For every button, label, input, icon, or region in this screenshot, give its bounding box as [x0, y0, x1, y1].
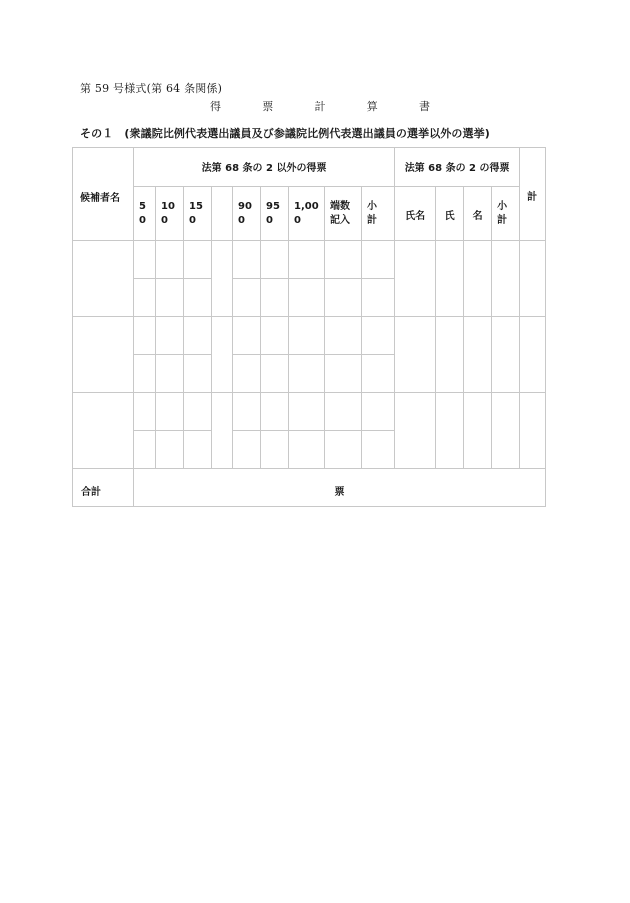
denom-line1: 95 — [266, 201, 280, 212]
tally-cell[interactable] — [134, 393, 156, 431]
tally-cell[interactable] — [134, 355, 156, 393]
non-68-2-votes-label: 法第 68 条の 2 以外の得票 — [201, 163, 327, 174]
art-68-2-cell[interactable] — [464, 241, 492, 317]
tally-cell[interactable] — [212, 393, 233, 469]
section-heading: その１ (衆議院比例代表選出議員及び参議院比例代表選出議員の選挙以外の選挙) — [80, 127, 490, 140]
tally-cell[interactable] — [261, 431, 289, 469]
table-row — [73, 393, 546, 431]
table-row — [73, 241, 546, 279]
tally-cell[interactable] — [261, 355, 289, 393]
art-68-2-cell[interactable] — [436, 241, 464, 317]
tally-cell[interactable] — [289, 393, 325, 431]
tally-cell[interactable] — [233, 317, 261, 355]
art-68-2-cell[interactable] — [395, 317, 436, 393]
tally-cell[interactable] — [233, 279, 261, 317]
tally-cell[interactable] — [134, 241, 156, 279]
denom-line1: 5 — [139, 201, 146, 212]
tally-cell[interactable] — [289, 241, 325, 279]
total-cell[interactable] — [520, 393, 546, 469]
vote-tally-table — [72, 147, 546, 507]
tally-cell[interactable] — [325, 393, 362, 431]
tally-cell[interactable] — [233, 393, 261, 431]
tally-cell[interactable] — [362, 317, 395, 355]
tally-cell[interactable] — [362, 355, 395, 393]
grand-total-label: 合計 — [73, 469, 134, 507]
art-68-2-cell[interactable] — [492, 393, 520, 469]
denomination-header — [156, 187, 184, 241]
grand-total-unit: 票 — [334, 487, 345, 498]
denomination-header — [233, 187, 261, 241]
tally-cell[interactable] — [289, 317, 325, 355]
given-name-header: 名 — [464, 187, 492, 241]
surname-header: 氏 — [436, 187, 464, 241]
full-name-header: 氏名 — [395, 187, 436, 241]
tally-cell[interactable] — [156, 317, 184, 355]
denom-line1: 15 — [189, 201, 203, 212]
denomination-header — [134, 187, 156, 241]
tally-cell[interactable] — [261, 317, 289, 355]
denomination-header — [289, 187, 325, 241]
title-char: 得 — [210, 100, 221, 113]
denom-line1: 小 — [367, 201, 377, 212]
tally-cell[interactable] — [233, 431, 261, 469]
tally-cell[interactable] — [212, 241, 233, 317]
art-68-2-cell[interactable] — [492, 241, 520, 317]
denom-line1: 端数 — [330, 201, 350, 212]
art-68-2-cell[interactable] — [492, 317, 520, 393]
art-68-2-votes-label: 法第 68 条の 2 の得票 — [404, 163, 510, 174]
denomination-header — [261, 187, 289, 241]
denom-line2: 0 — [139, 215, 146, 226]
denom-line2: 0 — [294, 215, 301, 226]
tally-cell[interactable] — [156, 393, 184, 431]
total-header: 計 — [520, 148, 546, 241]
non-68-2-votes-header — [134, 148, 395, 187]
candidate-name-cell[interactable] — [73, 393, 134, 469]
tally-cell[interactable] — [362, 393, 395, 431]
tally-cell[interactable] — [261, 241, 289, 279]
tally-cell[interactable] — [184, 279, 212, 317]
table-row — [73, 317, 546, 355]
art-68-2-votes-header — [395, 148, 520, 187]
denom-line1: 90 — [238, 201, 252, 212]
tally-cell[interactable] — [289, 279, 325, 317]
candidate-name-cell[interactable] — [73, 317, 134, 393]
total-cell[interactable] — [520, 317, 546, 393]
denom-line2: 0 — [161, 215, 168, 226]
tally-cell[interactable] — [233, 355, 261, 393]
denom-line1: 1,00 — [294, 201, 319, 212]
tally-cell[interactable] — [156, 241, 184, 279]
tally-cell[interactable] — [134, 317, 156, 355]
candidate-name-cell[interactable] — [73, 241, 134, 317]
art-68-2-cell[interactable] — [464, 317, 492, 393]
denom-line2: 計 — [497, 215, 508, 226]
tally-cell[interactable] — [134, 431, 156, 469]
title-char: 書 — [419, 100, 430, 113]
denomination-header — [184, 187, 212, 241]
total-cell[interactable] — [520, 241, 546, 317]
denomination-header — [212, 187, 233, 241]
tally-cell[interactable] — [289, 355, 325, 393]
title-char: 票 — [262, 100, 274, 113]
denom-line2: 0 — [238, 215, 245, 226]
art-68-2-subtotal-header — [492, 187, 520, 241]
tally-cell[interactable] — [184, 431, 212, 469]
title-char: 計 — [314, 100, 326, 113]
art-68-2-cell[interactable] — [395, 393, 436, 469]
grand-total-cell[interactable] — [134, 469, 546, 507]
tally-cell[interactable] — [212, 317, 233, 393]
tally-cell[interactable] — [156, 431, 184, 469]
fraction-entry-header — [325, 187, 362, 241]
denom-line1: 小 — [497, 201, 508, 212]
subtotal-header — [362, 187, 395, 241]
grand-total-row — [73, 469, 546, 507]
tally-cell[interactable] — [156, 279, 184, 317]
form-number: 第 59 号様式(第 64 条関係) — [80, 82, 223, 95]
tally-cell[interactable] — [134, 279, 156, 317]
tally-cell[interactable] — [362, 279, 395, 317]
tally-cell[interactable] — [184, 317, 212, 355]
tally-cell[interactable] — [325, 279, 362, 317]
art-68-2-cell[interactable] — [436, 317, 464, 393]
candidate-name-header: 候補者名 — [73, 148, 134, 241]
tally-cell[interactable] — [325, 241, 362, 279]
tally-cell[interactable] — [325, 355, 362, 393]
tally-cell[interactable] — [325, 317, 362, 355]
document-title — [210, 98, 430, 114]
tally-cell[interactable] — [184, 241, 212, 279]
denom-line2: 記入 — [330, 215, 350, 226]
tally-cell[interactable] — [362, 431, 395, 469]
art-68-2-cell[interactable] — [395, 241, 436, 317]
tally-cell[interactable] — [184, 393, 212, 431]
art-68-2-cell[interactable] — [436, 393, 464, 469]
denom-line1: 10 — [161, 201, 175, 212]
denom-line2: 0 — [266, 215, 273, 226]
tally-cell[interactable] — [233, 241, 261, 279]
tally-cell[interactable] — [156, 355, 184, 393]
denom-line2: 0 — [189, 215, 196, 226]
art-68-2-cell[interactable] — [464, 393, 492, 469]
tally-cell[interactable] — [289, 431, 325, 469]
tally-cell[interactable] — [362, 241, 395, 279]
tally-cell[interactable] — [184, 355, 212, 393]
title-char: 算 — [366, 100, 378, 113]
denom-line2: 計 — [367, 215, 377, 226]
tally-cell[interactable] — [261, 393, 289, 431]
tally-cell[interactable] — [325, 431, 362, 469]
tally-cell[interactable] — [261, 279, 289, 317]
